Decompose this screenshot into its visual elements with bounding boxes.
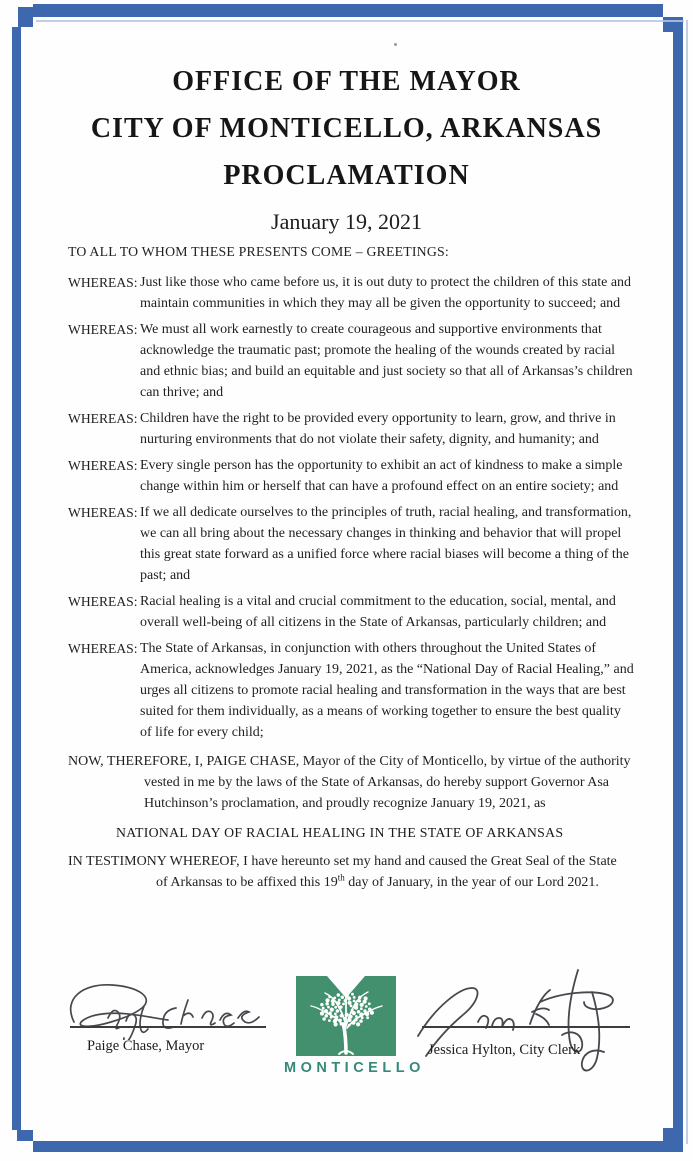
resolution-line: vested in me by the laws of the State of Arkansas, do hereby support Governor Asa bbox=[144, 775, 610, 790]
border-hairline-top bbox=[36, 20, 684, 22]
resolution-line: Hutchinson’s proclamation, and proudly recognize January 19, 2021, as bbox=[144, 796, 546, 811]
testimony-line bbox=[68, 872, 643, 893]
whereas-label: WHEREAS: bbox=[68, 641, 138, 656]
whereas-text: Racial healing is a vital and crucial commitment to the education, social, mental, and overall well-being of all citizens in the State of Arkansas, particularly children; and bbox=[140, 594, 616, 630]
clerk-name-title: Jessica Hylton, City Clerk bbox=[428, 1042, 581, 1058]
whereas-text: Just like those who came before us, it is out duty to protect the children of this state and maintain communities in which they may all be given the opportunity to succeed; and bbox=[140, 275, 632, 311]
whereas-text: If we all dedicate ourselves to the principles of truth, racial healing, and transformation, we can all bring about the necessary changes in thinking and behavior that will propel this great state forward as a unified force where racial biases will become a thing of the past; and bbox=[140, 505, 632, 583]
whereas-label: WHEREAS: bbox=[68, 322, 138, 337]
whereas-text: Every single person has the opportunity to exhibit an act of kindness to make a simple change within him or herself that can have a profound effect on an entire society; and bbox=[140, 458, 623, 494]
monticello-wordmark: MONTICELLO bbox=[284, 1060, 425, 1076]
title-office: OFFICE OF THE MAYOR bbox=[172, 66, 521, 97]
whereas-label: WHEREAS: bbox=[68, 505, 138, 520]
testimony-paragraph bbox=[68, 851, 643, 893]
monticello-logo-icon bbox=[296, 976, 396, 1056]
clerk-signature-line bbox=[422, 1026, 630, 1028]
whereas-label: WHEREAS: bbox=[68, 411, 138, 426]
document-body bbox=[68, 244, 643, 893]
whereas-label: WHEREAS: bbox=[68, 275, 138, 290]
document-header bbox=[0, 58, 693, 237]
resolution-line: NOW, THEREFORE, I, PAIGE CHASE, Mayor of the City of Monticello, by virtue of the authority bbox=[68, 754, 631, 769]
whereas-text: We must all work earnestly to create courageous and supportive environments that acknowledge the traumatic past; promote the healing of the wounds created by racial and ethnic bias; and build an equitable and just society so that all of Arkansas’s children can thrive; and bbox=[140, 322, 633, 400]
proclamation-day-title: NATIONAL DAY OF RACIAL HEALING IN THE STATE OF ARKANSAS bbox=[116, 825, 564, 840]
mayor-name-title: Paige Chase, Mayor bbox=[87, 1038, 205, 1054]
border-bottom-right-step bbox=[663, 1128, 683, 1141]
border-top-band bbox=[33, 4, 663, 17]
ordinal-suffix: th bbox=[337, 872, 345, 883]
border-top-left-step bbox=[18, 7, 33, 27]
border-bottom-left-step bbox=[17, 1130, 33, 1141]
whereas-clause bbox=[68, 455, 643, 497]
whereas-text: Children have the right to be provided every opportunity to learn, grow, and thrive in nurturing environments that do not violate their safety, dignity, and humanity; and bbox=[140, 411, 616, 447]
clerk-signature bbox=[412, 962, 652, 1086]
whereas-clause bbox=[68, 319, 643, 403]
proclamation-date: January 19, 2021 bbox=[271, 209, 422, 234]
signature-section bbox=[0, 976, 693, 1106]
whereas-label: WHEREAS: bbox=[68, 458, 138, 473]
scan-artifact-dot bbox=[394, 43, 397, 46]
city-seal bbox=[284, 976, 425, 1080]
whereas-clause bbox=[68, 638, 643, 743]
testimony-text: of Arkansas to be affixed this 19 bbox=[156, 875, 338, 890]
border-bottom-band bbox=[33, 1141, 683, 1152]
resolution-paragraph bbox=[68, 751, 643, 814]
whereas-clause bbox=[68, 408, 643, 450]
testimony-line: IN TESTIMONY WHEREOF, I have hereunto set my hand and caused the Great Seal of the State bbox=[68, 854, 617, 869]
salutation: TO ALL TO WHOM THESE PRESENTS COME – GREETINGS: bbox=[68, 244, 449, 259]
title-proclamation: PROCLAMATION bbox=[223, 160, 470, 191]
whereas-clause bbox=[68, 272, 643, 314]
whereas-clause bbox=[68, 591, 643, 633]
whereas-clause bbox=[68, 502, 643, 586]
whereas-text: The State of Arkansas, in conjunction with others throughout the United States of America, acknowledges January 19, 2021, as the “National Day of Racial Healing,” and urges all citizens to promote racial healing and transformation in the ways that are best suited for them individually, as a means of working together to ensure the best quality of life for every child; bbox=[140, 641, 634, 740]
testimony-text: day of January, in the year of our Lord 2021. bbox=[344, 875, 599, 890]
mayor-signature-line bbox=[70, 1026, 266, 1028]
whereas-label: WHEREAS: bbox=[68, 594, 138, 609]
title-city: CITY OF MONTICELLO, ARKANSAS bbox=[90, 113, 603, 144]
mayor-signature bbox=[56, 978, 270, 1040]
